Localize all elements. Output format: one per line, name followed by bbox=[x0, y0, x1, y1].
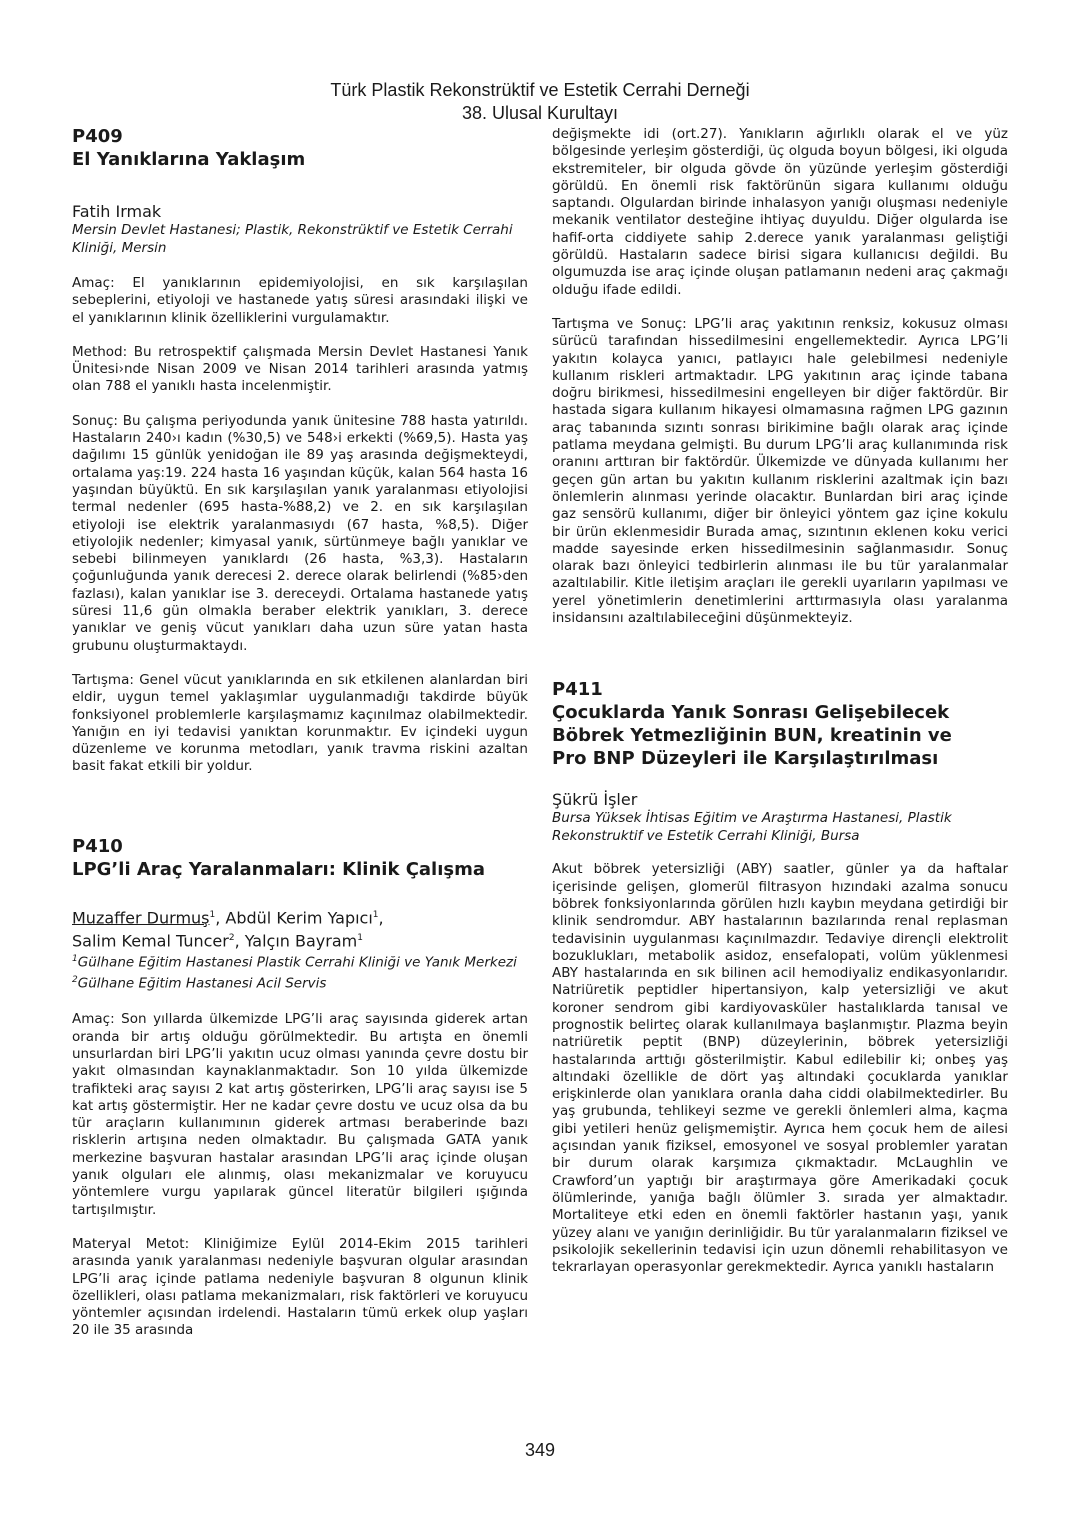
author-affiliation: $^2$Gülhane Eğitim Hastanesi Acil Servis bbox=[72, 975, 327, 992]
abstract-discussion: Tartışma: Genel vücut yanıklarında en sık etkilenen alanlardan biri eldir, uygun temel yaklaşımlar uygulanmadığı takdirde büyük fonksiyonel problemlerle karşılaşmamız kaçınılmaz olabilmektedir. Yanığın en iyi tedavisi yanıktan korunmaktır. Ev içindeki uygun düzenleme ve korunma metodları, yanık travma riskini azaltan basit fakat etkili bir yoldur. bbox=[72, 671, 528, 775]
abstract-title: Çocuklarda Yanık Sonrası Gelişebilecek Böbrek Yetmezliğinin BUN, kreatinin ve Pro BNP Düzeyleri ile Karşılaştırılması bbox=[552, 702, 952, 770]
abstract-results: Sonuç: Bu çalışma periyodunda yanık ünitesine 788 hasta yatırıldı. Hastaların 240›ı kadın (%30,5) ve 548›i erkekti (%69,5). Hasta yaş dağılımı 15 günlük yenidoğan ile 89 yaş arasında değişmekteydi, ortalama yaş:19. 224 hasta 16 yaşından küçük, kalan 564 hasta 16 yaşından büyüktü. En sık karşılaşılan yanık yaralanması etiyolojisi termal nedenler (695 hasta-%88,2) ve 2. en sık karşılaşılan etiyoloji ise elektrik yaralanmasıydı (67 hasta, %8,5). Diğer etiyolojik nedenler; kimyasal yanık, sürtünmeye bağlı yanıklar ve sebebi bilinmeyen yanıklardı (26 hasta, %3,3). Hastaların çoğunluğunda yanık derecesi 2. derece olarak belirlendi (%85›den fazlası), kalan yanıklar ise 3. dereceydi. Ortalama hastanede yatış süresi 11,6 gün olmakla beraber elektrik yanıkları, 3. derece yanıklar ve geniş vücut yanıkları daha uzun süre yatan hasta grubunu oluşturmaktaydı. bbox=[72, 412, 528, 654]
abstract-title: LPG’li Araç Yaralanmaları: Klinik Çalışma bbox=[72, 858, 486, 880]
abstract-discussion: Tartışma ve Sonuç: LPG’li araç yakıtının renksiz, kokusuz olması sürücü tarafından hissedilmesini engellemektedir. Ayrıca LPG’li yakıtın kolayca yanıcı, patlayıcı hale gelebilmesi nedeniyle kullanım riskleri artmaktadır. LPG yakıtının araç içinde tabana doğru birikmesi, hissedilmesini engelleyen bir diğer faktördür. Bir hastada sigara kullanım hikayesi olmamasına rağmen LPG gazının araç tabanında sızıntı sonrası birikimine bağlı olarak araç içinde patlama meydana gelmişti. Bu durum LPG’li araç kullanımında risk oranını arttıran bir faktördür. Ülkemizde ve dünyada kullanımı her geçen gün artan bu yakıtın kullanım risklerini azaltmak için bazı önlemlerin alınması yerinde olacaktır. Bunlardan biri araç içinde gaz sensörü kullanımı, diğer bir önleyici yöntem gaz içine kokulu bir ürün eklenmesidir Burada amaç, sızıntının eklenen koku verici madde sayesinde erken hissedilmesinin sağlanmasıdır. Sonuç olarak bazı önleyici tedbirlerin alınması ile bu tür yaralanmalar azaltılabilir. Kitle iletişim araçları ile gerekli uyarıların yapılması ve yerel yönetimlerin denetimlerini arttırmasıyla olası yaralanma insidansını azaltılabileceğini düşünmekteyiz. bbox=[552, 315, 1008, 627]
author-affiliation: Mersin Devlet Hastanesi; Plastik, Rekonstrüktif ve Estetik Cerrahi Kliniği, Mersin bbox=[72, 222, 513, 256]
abstract-continued-results: değişmekte idi (ort.27). Yanıkların ağırlıklı olarak el ve yüz bölgesinde yerleşim gösterdiği, üç olguda boyun bölgesi, iki olguda ekstremiteler, bir olguda gövde ön yüzünde yerleşim gösterdiği görüldü. En önemli risk faktörünün sigara kullanımı olduğu saptandı. Olgulardan birinde inhalasyon yanığı oluşması nedeniyle mekanik ventilator desteğine ihtiyaç duyuldu. Diğer olgularda ise hafif-orta ciddiyete sahip 2.derece yanık yaralanması geliştiği görüldü. Hastaların sadece birisi sigara kullanıcısı değildi. Bu olgumuzda ise araç içinde oluşan patlamanın nedeni araç çakmağı olduğu ifade edildi. bbox=[552, 126, 1008, 298]
author-list: Muzaffer Durmuş$^1$, Abdül Kerim Yapıcı$^1$, Salim Kemal Tuncer$^2$, Yalçın Bayram$^1$ bbox=[72, 908, 384, 951]
abstract-body: Akut böbrek yetersizliği (ABY) saatler, günler ya da haftalar içerisinde gelişen, glomerül filtrasyon hızındaki azalma sonucu böbrek fonksiyonlarında görülen hızlı kaybın meydana getirdiği bir klinik sendromdur. ABY hastalarının bazılarında renal replasman tedavisinin uygulanması kaçınılmazdır. Tedaviye dirençli elektrolit bozuklukları, metabolik asidoz, ensefalopati, volüm yüklenmesi ABY hastalarında en sık bilinen acil hemodiyaliz endikasyonlarıdır. Natriüretik peptidler hipertansiyon, kalp yetersizliği ve akut koroner sendrom gibi kardiyovasküler hastalıklarda tanısal ve prognostik belirteç olarak kullanılmaya başlanmıştır. Plazma beyin natriüretik peptit (BNP) düzeylerinin, böbrek yetersizliği hastalarında arttığı gösterilmiştir. Kabul edilebilir ki; onbeş yaş altındaki özellikle de dört yaş altındaki çocuklarda yanıklar erişkinlerde olan yanıklara oranla daha ciddi olabilmektedirler. Bu yaş grubunda, tehlikeyi sezme ve gerekli önlemleri alma, kaçma gibi yetileri henüz gelişmemiştir. Ayrıca hem çocuk hem de ailesi açısından yanık fiziksel, emosyonel ve sosyal problemler yaratan bir durum olarak karşımıza çıkmaktadır. McLaughlin ve Crawford’un yaptığı bir araştırmaya göre Amerikadaki çocuk ölümlerinde, yanığa bağlı ölümler 3. sırada yer almaktadır. Mortaliteye etki eden en önemli faktörler hastanın yaşı, yanık yüzey alanı ve yanığın derinliğidir. Bu tür yaralanmaların fiziksel ve psikolojik sekellerinin tedavisi için uzun dönemli rehabilitasyon ve tekrarlayan operasyonlar gerekmektedir. Ayrıca yanıklı hastaların bbox=[552, 861, 1008, 1276]
abstract-p410 bbox=[72, 836, 528, 1340]
author-affiliation: $^1$Gülhane Eğitim Hastanesi Plastik Cerrahi Kliniği ve Yanık Merkezi bbox=[72, 954, 517, 971]
author-affiliation: Bursa Yüksek İhtisas Eğitim ve Araştırma Hastanesi, Plastik Rekonstruktif ve Estetik Cerrahi Kliniği, Bursa bbox=[552, 810, 952, 844]
presenting-author: Muzaffer Durmuş bbox=[72, 908, 210, 928]
page-number: 349 bbox=[524, 1440, 556, 1460]
author-name: Şükrü İşler bbox=[552, 790, 638, 810]
right-column bbox=[552, 126, 1008, 1276]
left-column bbox=[72, 126, 528, 1340]
abstract-code: P411 bbox=[552, 679, 603, 701]
abstract-code: P410 bbox=[72, 835, 123, 857]
abstract-p411 bbox=[552, 679, 1008, 1276]
abstract-method: Method: Bu retrospektif çalışmada Mersin Devlet Hastanesi Yanık Ünitesi›nde Nisan 2009 ve Nisan 2014 tarihleri arasında yatmış olan 788 el yanıklı hasta incelenmiştir. bbox=[72, 343, 528, 395]
abstract-p409 bbox=[72, 126, 528, 776]
conference-edition: 38. Ulusal Kurultayı bbox=[461, 103, 619, 123]
abstract-title: El Yanıklarına Yaklaşım bbox=[72, 149, 306, 170]
conference-name: Türk Plastik Rekonstrüktif ve Estetik Cerrahi Derneği bbox=[330, 80, 750, 100]
abstract-code: P409 bbox=[72, 126, 123, 147]
abstract-method: Materyal Metot: Kliniğimize Eylül 2014-Ekim 2015 tarihleri arasında yanık yaralanması nedeniyle başvuran olgular arasından LPG’li araç içinde patlama nedeniyle başvuran 8 olgunun klinik özellikleri, olası patlama mekanizmaları, risk faktörleri ve koruyucu yöntemler açısından irdelendi. Hastaların tümü erkek olup yaşları 20 ile 35 arasında bbox=[72, 1235, 528, 1339]
author-name: Fatih Irmak bbox=[72, 202, 162, 221]
abstract-aim: Amaç: El yanıklarının epidemiyolojisi, en sık karşılaşılan sebeplerini, etiyoloji ve hastanede yatış süresi arasındaki ilişki ve el yanıklarının klinik özelliklerini vurgulamaktır. bbox=[72, 275, 528, 326]
abstract-aim: Amaç: Son yıllarda ülkemizde LPG’li araç sayısında giderek artan oranda bir artış olduğu görülmektedir. Bu artışta en önemli unsurlardan biri LPG’li yakıtın ucuz olması yanında çevre dostu bir yakıt olmasından kaynaklanmaktadır. Son 10 yılda ülkemizde trafikteki araç sayısı 2 kat artış gösterirken, LPG’li araç sayısı ise 5 kat artış göstermiştir. Her ne kadar çevre dostu ve ucuz olsa da bu tür araçların kullanımının giderek artması beraberinde bazı risklerin artışına neden olmaktadır. Bu çalışmada GATA yanık merkezine başvuran hastalar arasından LPG’li araç içinde oluşan yanık olguları ele alınmış, olası mekanizmalar ve koruyucu yöntemlere vurgu yapılarak güncel literatür bilgileri ışığında tartışılmıştır. bbox=[72, 1011, 528, 1218]
